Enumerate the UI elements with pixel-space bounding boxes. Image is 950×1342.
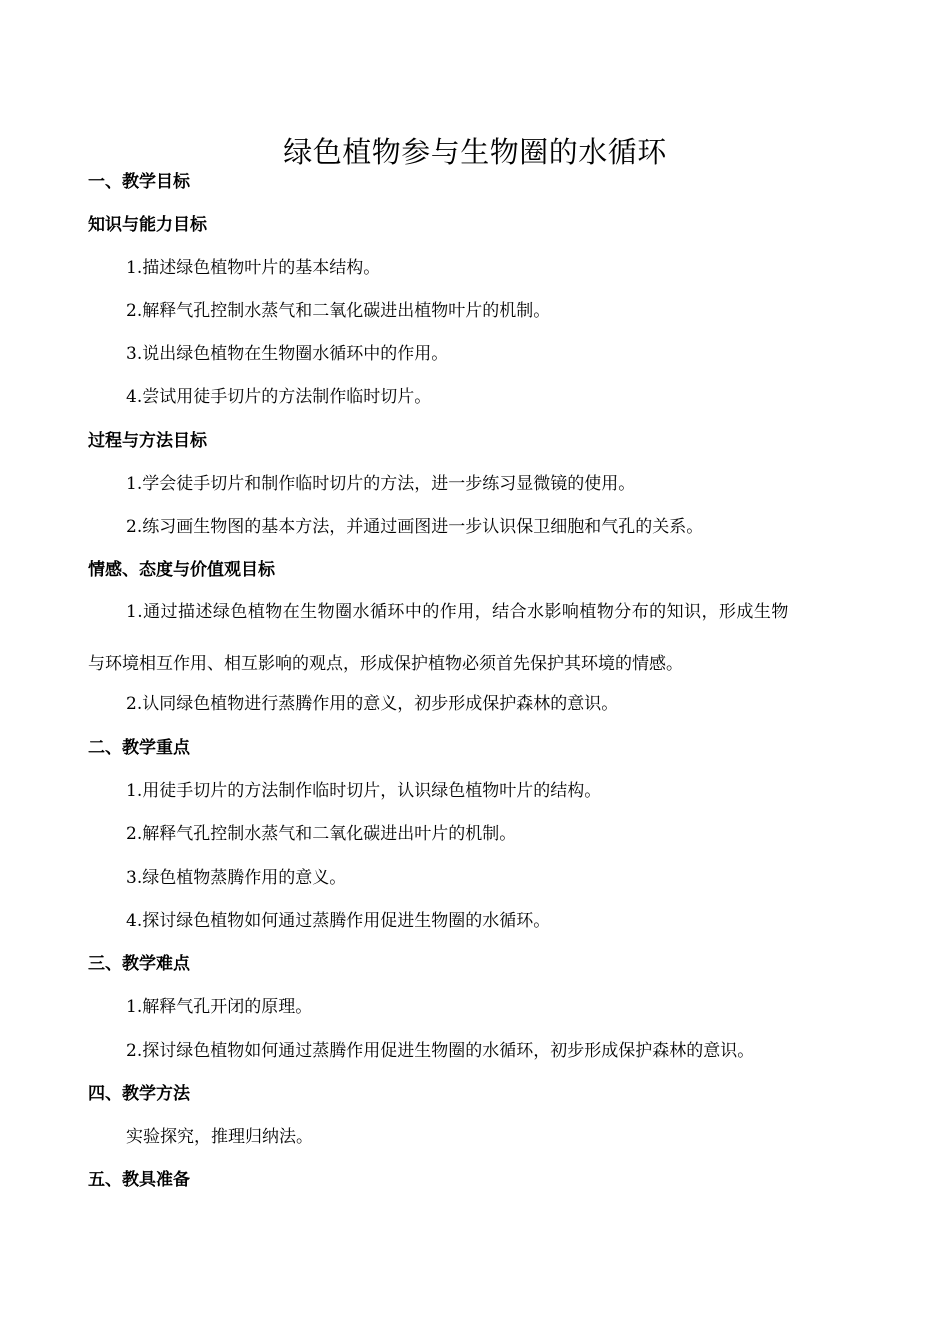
list-item: 2.探讨绿色植物如何通过蒸腾作用促进生物圈的水循环，初步形成保护森林的意识。: [126, 1041, 755, 1061]
section-heading-teaching-aids: 五、教具准备: [88, 1170, 190, 1190]
subheading-process-method: 过程与方法目标: [88, 431, 207, 451]
list-item: 2.练习画生物图的基本方法，并通过画图进一步认识保卫细胞和气孔的关系。: [126, 517, 704, 537]
list-item: 3.说出绿色植物在生物圈水循环中的作用。: [126, 344, 449, 364]
list-item: 3.绿色植物蒸腾作用的意义。: [126, 868, 347, 888]
paragraph-line: 与环境相互作用、相互影响的观点，形成保护植物必须首先保护其环境的情感。: [88, 654, 683, 674]
paragraph-emotion-item-1: [88, 600, 866, 676]
section-heading-teaching-goals: 一、教学目标: [88, 172, 190, 192]
section-heading-difficulties: 三、教学难点: [88, 954, 190, 974]
list-item: 2.解释气孔控制水蒸气和二氧化碳进出植物叶片的机制。: [126, 301, 551, 321]
list-item: 4.探讨绿色植物如何通过蒸腾作用促进生物圈的水循环。: [126, 911, 551, 931]
list-item: 2.认同绿色植物进行蒸腾作用的意义，初步形成保护森林的意识。: [126, 694, 619, 714]
list-item: 2.解释气孔控制水蒸气和二氧化碳进出叶片的机制。: [126, 824, 517, 844]
section-heading-key-points: 二、教学重点: [88, 738, 190, 758]
list-item: 1.学会徒手切片和制作临时切片的方法，进一步练习显微镜的使用。: [126, 474, 636, 494]
subheading-knowledge-ability: 知识与能力目标: [88, 215, 207, 235]
paragraph-line: 1.通过描述绿色植物在生物圈水循环中的作用，结合水影响植物分布的知识，形成生物: [126, 602, 789, 622]
list-item: 1.描述绿色植物叶片的基本结构。: [126, 258, 381, 278]
list-item: 1.用徒手切片的方法制作临时切片，认识绿色植物叶片的结构。: [126, 781, 602, 801]
list-item: 4.尝试用徒手切片的方法制作临时切片。: [126, 387, 432, 407]
document-title: 绿色植物参与生物圈的水循环: [283, 135, 667, 169]
subheading-emotion-values: 情感、态度与价值观目标: [88, 560, 275, 580]
list-item: 1.解释气孔开闭的原理。: [126, 997, 313, 1017]
section-heading-methods: 四、教学方法: [88, 1084, 190, 1104]
methods-text: 实验探究，推理归纳法。: [126, 1127, 313, 1147]
